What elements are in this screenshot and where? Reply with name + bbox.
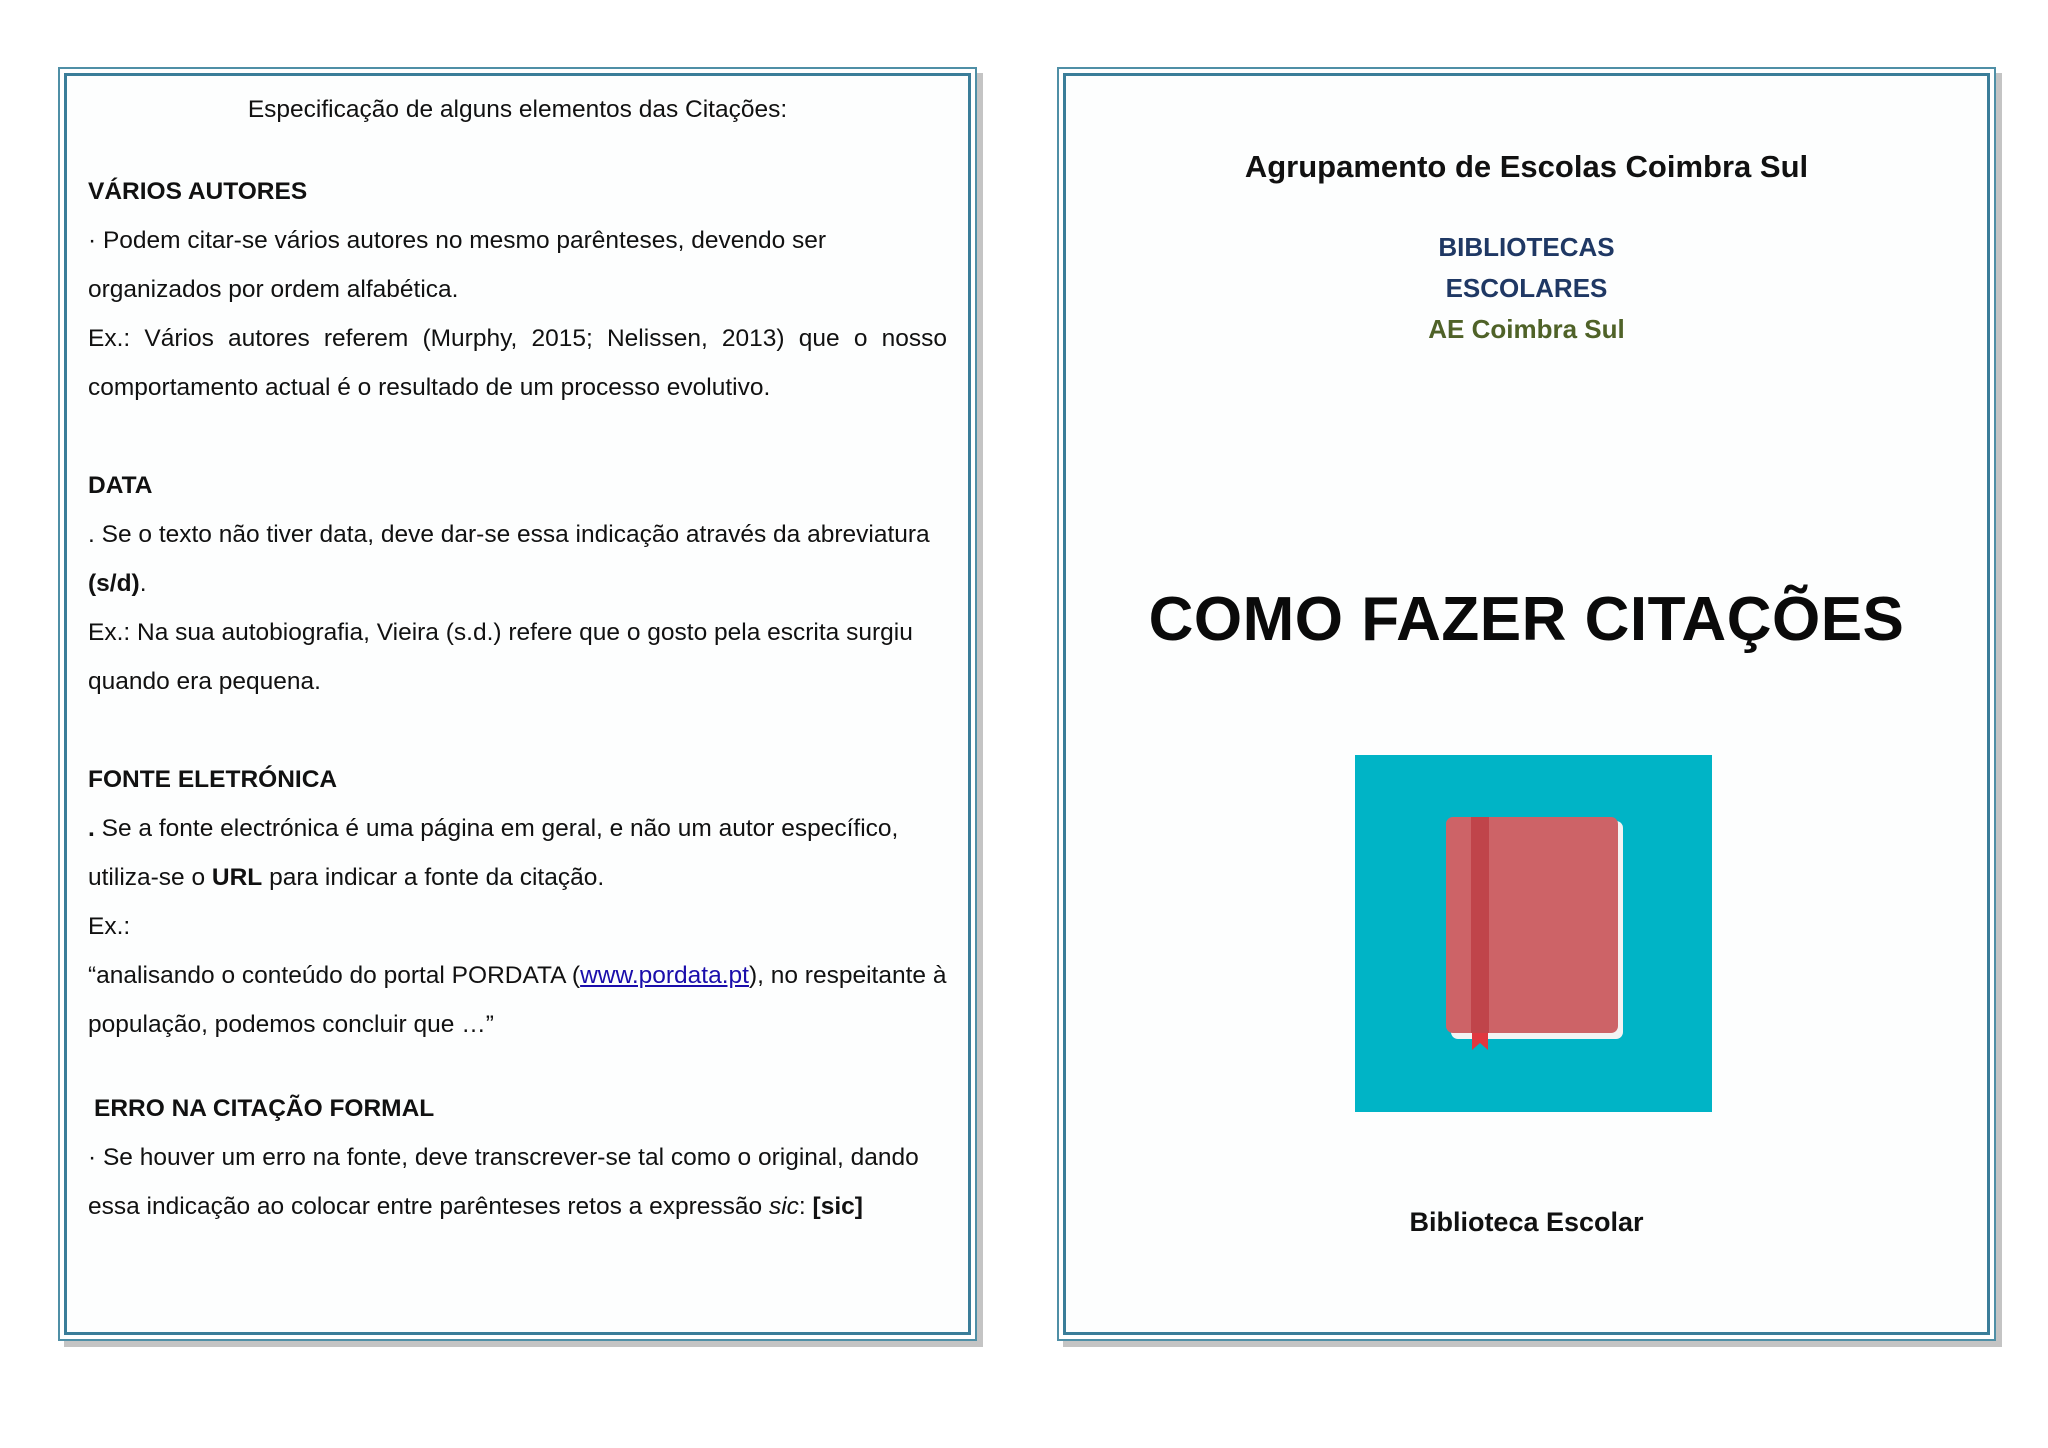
specification-title: Especificação de alguns elementos das Citações: [247, 96, 788, 123]
fonte-rule-dot: . [88, 815, 95, 842]
bookmark-tail [1472, 1033, 1488, 1050]
book-icon-graphic [1355, 755, 1712, 1112]
section-heading-erro-citacao: ERRO NA CITAÇÃO FORMAL [94, 1095, 435, 1122]
fonte-rule-url: URL [211, 864, 263, 891]
erro-rule-sic-bold: [sic] [812, 1193, 863, 1220]
erro-rule-colon: : [798, 1193, 813, 1220]
left-page-content [88, 85, 947, 1231]
cover-title: COMO FAZER CITAÇÕES [1148, 585, 1905, 654]
varios-autores-rule: · Podem citar-se vários autores no mesmo parênteses, devendo ser organizados por ordem alfabética. [88, 227, 827, 303]
book-spine-ribbon [1471, 817, 1489, 1033]
pordata-link[interactable]: www.pordata.pt [580, 962, 749, 989]
left-page-frame [58, 67, 977, 1341]
quote-end: ), no respeitante à população, podemos concluir que …” [88, 962, 947, 1038]
library-block [1066, 227, 1987, 350]
library-line-escolares: ESCOLARES [1445, 273, 1608, 303]
section-heading-data: DATA [88, 472, 153, 499]
spacer [88, 706, 947, 755]
data-example: Ex.: Na sua autobiografia, Vieira (s.d.) refere que o gosto pela escrita surgiu quando era pequena. [88, 619, 913, 695]
spacer [88, 412, 947, 461]
spacer [88, 1049, 947, 1084]
section-heading-fonte-eletronica: FONTE ELETRÓNICA [88, 766, 338, 793]
library-line-ae-coimbra-sul: AE Coimbra Sul [1428, 314, 1625, 344]
right-page-frame [1057, 67, 1996, 1341]
fonte-eletronica-rule [88, 804, 947, 902]
erro-citacao-rule [88, 1133, 947, 1231]
left-page [64, 73, 971, 1335]
fonte-example-quote [88, 951, 947, 1049]
erro-rule-part1: · Se houver um erro na fonte, deve transcrever-se tal como o original, dando essa indicação ao colocar entre parênteses retos a expressão [88, 1144, 919, 1220]
fonte-rule-part2: para indicar a fonte da citação. [262, 864, 605, 891]
footer-library-name: Biblioteca Escolar [1409, 1207, 1644, 1237]
section-heading-varios-autores: VÁRIOS AUTORES [88, 178, 308, 205]
data-rule-end: . [139, 570, 147, 597]
book-icon [1355, 755, 1712, 1112]
varios-autores-example: Ex.: Vários autores referem (Murphy, 2015; Nelissen, 2013) que o nosso comportamento actual é o resultado de um processo evolutivo. [88, 325, 947, 401]
fonte-rule-part1: Se a fonte electrónica é uma página em geral, e não um autor específico, utiliza-se o [88, 815, 899, 891]
data-rule [88, 510, 947, 608]
organization-name: Agrupamento de Escolas Coimbra Sul [1244, 149, 1809, 184]
quote-start: “analisando o conteúdo do portal PORDATA ( [88, 962, 581, 989]
erro-rule-sic-italic: sic [768, 1193, 799, 1220]
right-page [1063, 73, 1990, 1335]
abbreviation-sd: (s/d) [88, 570, 140, 597]
data-rule-text: . Se o texto não tiver data, deve dar-se essa indicação através da abreviatura [88, 521, 930, 548]
library-line-bibliotecas: BIBLIOTECAS [1438, 232, 1615, 262]
fonte-example-label: Ex.: [88, 913, 131, 940]
cover-content [1066, 76, 1987, 1332]
